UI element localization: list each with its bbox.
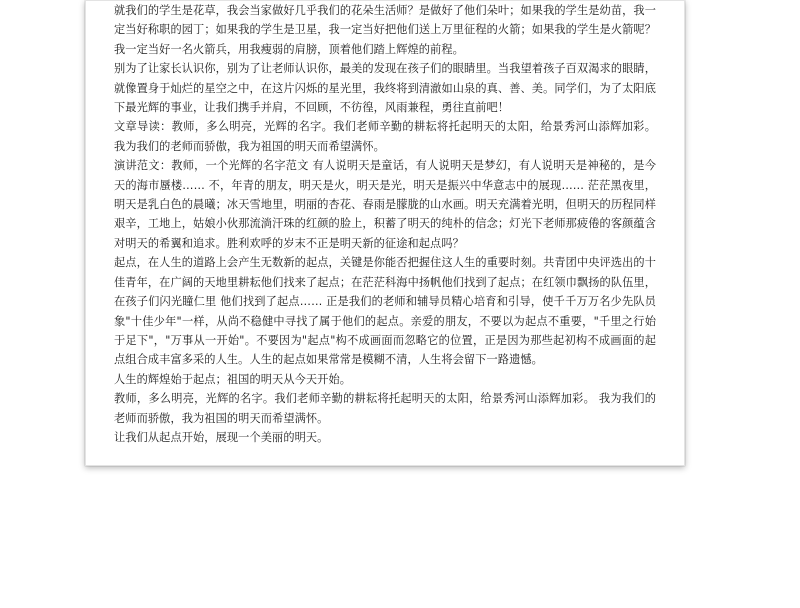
paragraph: 教师，多么明亮，光辉的名字。我们老师辛勤的耕耘将托起明天的太阳，给景秀河山添辉加彩。 我为我们的老师而骄傲，我为祖国的明天而希望满怀。 xyxy=(114,392,656,425)
paragraph: 起点，在人生的道路上会产生无数新的起点，关键是你能否把握住这人生的重要时刻。共青团中央评选出的十佳青年，在广阔的天地里耕耘他们找来了起点；在茫茫科海中扬帆他们找到了起点；在红领巾飘扬的队伍里，在孩子们闪光瞳仁里 他们找到了起点…… 正是我们的老师和辅导员精心培育和引导，使千千万万名少先队员象"十佳少年"一样，从尚不稳健中寻找了属于他们的起点。亲爱的朋友，不要以为起点不重要，"千里之行始于足下"，"万事从一开始"。不要因为"起点"构不成画面而忽略它的位置，正是因为那些起初构不成画面的起点组合成丰富多采的人生。人生的起点如果常常是模糊不清，人生将会留下一路遗憾。 xyxy=(114,256,656,367)
paragraph: 文章导读：教师，多么明亮，光辉的名字。我们老师辛勤的耕耘将托起明天的太阳，给景秀河山添辉加彩。 我为我们的老师而骄傲，我为祖国的明天而希望满怀。 xyxy=(114,120,656,153)
paragraph: 人生的辉煌始于起点；祖国的明天从今天开始。 xyxy=(114,372,352,386)
paragraph: 演讲范文：教师，一个光辉的名字范文 有人说明天是童话，有人说明天是梦幻，有人说明天是神秘的，是今天的海市蜃楼…… 不，年青的朋友，明天是火，明天是光，明天是振兴中华意志中的展现…… 茫茫黑夜里，明天是乳白色的晨曦；冰天雪地里，明丽的杏花、春雨是朦胧的山水画。明天充满着光明，但明天的历程同样艰辛，工地上，姑娘小伙那流淌汗珠的红颜的脸上，积蓄了明天的纯朴的信念；灯光下老师那疲倦的客颜蕴含对明天的希翼和追求。胜利欢呼的岁末不正是明天新的征途和起点吗？ xyxy=(114,159,656,250)
document-body xyxy=(114,1,656,447)
document-sheet xyxy=(85,0,685,466)
paragraph: 别为了让家长认识你，别为了让老师认识你，最美的发现在孩子们的眼睛里。当我望着孩子百双渴求的眼睛，就像置身于灿烂的星空之中，在这片闪烁的星光里，我终将到清澈如山泉的真、善、美。同学们，为了太阳底下最光辉的事业，让我们携手并肩，不回顾，不彷徨，风雨兼程，勇往直前吧！ xyxy=(114,62,656,115)
paragraph: 让我们从起点开始，展现一个美丽的明天。 xyxy=(114,430,329,444)
paragraph: 就我们的学生是花草，我会当家做好几乎我们的花朵生活师？是做好了他们朵叶；如果我的学生是幼苗，我一定当好称职的园丁；如果我的学生是卫星，我一定当好把他们送上万里征程的火箭；如果我的学生是火箭呢？我一定当好一名火箭兵，用我瘦弱的肩膀，顶着他们踏上辉煌的前程。 xyxy=(114,4,656,56)
